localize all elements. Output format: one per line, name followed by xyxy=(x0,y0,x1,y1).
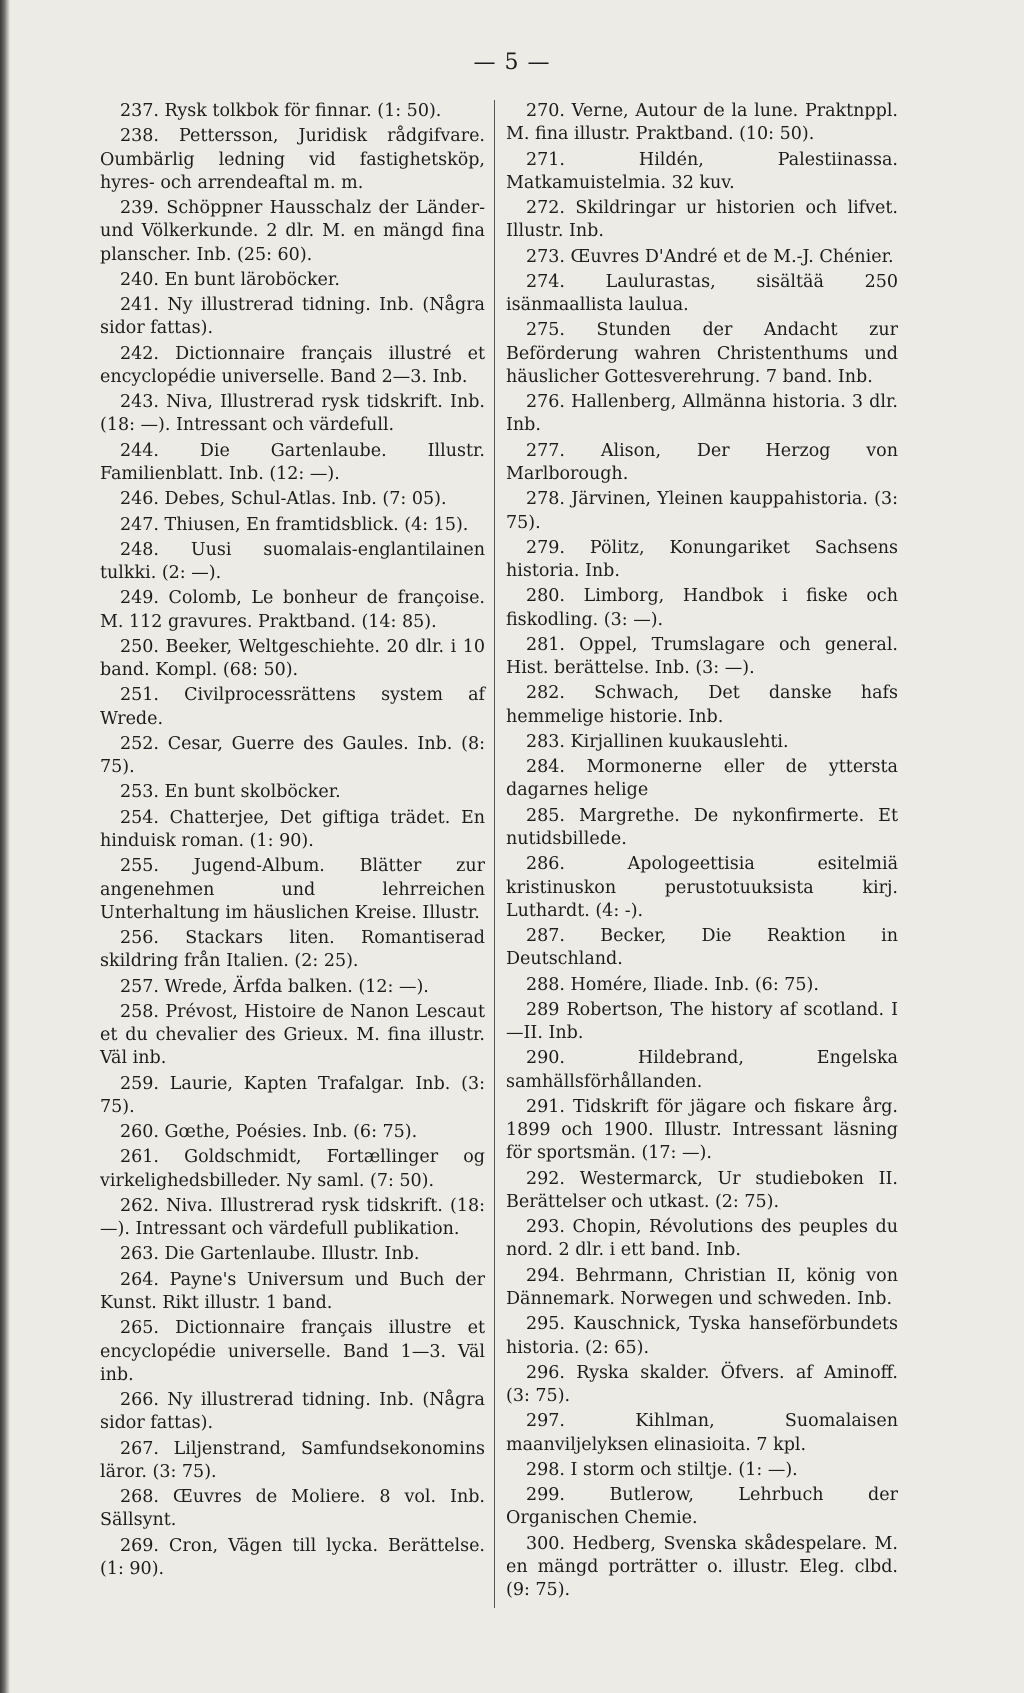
catalog-entry: 294. Behrmann, Christian II, könig von Dännemark. Norwegen und schweden. Inb. xyxy=(506,1265,898,1310)
left-column xyxy=(100,100,485,1583)
catalog-entry: 253. En bunt skolböcker. xyxy=(120,782,341,803)
catalog-entry: 254. Chatterjee, Det giftiga trädet. En hinduisk roman. (1: 90). xyxy=(100,807,485,851)
catalog-entry: 274. Laulurastas, sisältää 250 isänmaallista laulua. xyxy=(506,271,898,316)
catalog-entry: 252. Cesar, Guerre des Gaules. Inb. (8: 75). xyxy=(100,733,485,778)
catalog-entry: 280. Limborg, Handbok i fiske och fiskodling. (3: —). xyxy=(506,586,898,630)
catalog-entry: 290. Hildebrand, Engelska samhällsförhållanden. xyxy=(506,1048,898,1092)
catalog-entry: 289 Robertson, The history af scotland. I—II. Inb. xyxy=(506,999,898,1044)
catalog-entry: 258. Prévost, Histoire de Nanon Lescaut et du chevalier des Grieux. M. fina illustr. Väl inb. xyxy=(100,1001,485,1069)
catalog-entry: 293. Chopin, Révolutions des peuples du nord. 2 dlr. i ett band. Inb. xyxy=(506,1217,898,1261)
catalog-entry: 249. Colomb, Le bonheur de françoise. M. 112 gravures. Praktband. (14: 85). xyxy=(100,588,485,632)
catalog-entry: 287. Becker, Die Reaktion in Deutschland. xyxy=(506,926,898,970)
catalog-entry: 275. Stunden der Andacht zur Beförderung wahren Christenthums und häuslicher Gottesverehrung. 7 band. Inb. xyxy=(506,320,898,387)
catalog-entry: 257. Wrede, Ärfda balken. (12: —). xyxy=(120,976,429,997)
catalog-entry: 270. Verne, Autour de la lune. Praktnppl. M. fina illustr. Praktband. (10: 50). xyxy=(506,101,898,145)
right-column xyxy=(506,100,898,1604)
catalog-entry: 288. Homére, Iliade. Inb. (6: 75). xyxy=(526,974,819,995)
catalog-entry: 295. Kauschnick, Tyska hanseförbundets historia. (2: 65). xyxy=(506,1314,898,1358)
catalog-entry: 276. Hallenberg, Allmänna historia. 3 dlr. Inb. xyxy=(506,392,898,436)
catalog-entry: 261. Goldschmidt, Fortællinger og virkelighedsbilleder. Ny saml. (7: 50). xyxy=(100,1147,485,1191)
catalog-entry: 259. Laurie, Kapten Trafalgar. Inb. (3: 75). xyxy=(100,1073,485,1117)
catalog-entry: 273. Œuvres D'André et de M.-J. Chénier. xyxy=(526,246,894,267)
catalog-entry: 268. Œuvres de Moliere. 8 vol. Inb. Sällsynt. xyxy=(100,1487,485,1531)
catalog-entry: 266. Ny illustrerad tidning. Inb. (Några sidor fattas). xyxy=(100,1390,485,1434)
catalog-entry: 269. Cron, Vägen till lycka. Berättelse. (1: 90). xyxy=(100,1535,485,1579)
catalog-entry: 281. Oppel, Trumslagare och general. Hist. berättelse. Inb. (3: —). xyxy=(506,634,898,679)
catalog-entry: 291. Tidskrift för jägare och fiskare årg. 1899 och 1900. Illustr. Intressant läsning för sportsmän. (17: —). xyxy=(506,1096,898,1164)
catalog-entry: 250. Beeker, Weltgeschiehte. 20 dlr. i 10 band. Kompl. (68: 50). xyxy=(100,636,485,681)
catalog-entry: 251. Civilprocessrättens system af Wrede. xyxy=(100,685,485,729)
catalog-entry: 260. Gœthe, Poésies. Inb. (6: 75). xyxy=(120,1122,418,1143)
catalog-entry: 271. Hildén, Palestiinassa. Matkamuistelmia. 32 kuv. xyxy=(506,149,898,193)
page-number: — 5 — xyxy=(473,50,551,75)
catalog-entry: 237. Rysk tolkbok för finnar. (1: 50). xyxy=(120,101,442,121)
catalog-entry: 240. En bunt läroböcker. xyxy=(120,269,340,290)
catalog-entry: 265. Dictionnaire français illustre et encyclopédie universelle. Band 1—3. Väl inb. xyxy=(100,1318,485,1385)
catalog-entry: 272. Skildringar ur historien och lifvet. Illustr. Inb. xyxy=(506,198,898,242)
catalog-entry: 239. Schöppner Hausschalz der Länder- und Völkerkunde. 2 dlr. M. en mängd fina planscher. Inb. (25: 60). xyxy=(100,198,485,265)
catalog-entry: 298. I storm och stiltje. (1: —). xyxy=(526,1459,798,1480)
catalog-entry: 296. Ryska skalder. Öfvers. af Aminoff. (3: 75). xyxy=(506,1362,898,1407)
catalog-entry: 285. Margrethe. De nykonfirmerte. Et nutidsbillede. xyxy=(506,805,898,849)
catalog-entry: 256. Stackars liten. Romantiserad skildring från Italien. (2: 25). xyxy=(100,928,485,972)
catalog-entry: 238. Pettersson, Juridisk rådgifvare. Oumbärlig ledning vid fastighetsköp, hyres- och arrendeaftal m. m. xyxy=(100,126,485,193)
catalog-entry: 263. Die Gartenlaube. Illustr. Inb. xyxy=(120,1244,420,1265)
catalog-entry: 242. Dictionnaire français illustré et encyclopédie universelle. Band 2—3. Inb. xyxy=(100,343,485,387)
catalog-entry: 297. Kihlman, Suomalaisen maanviljelyksen elinasioita. 7 kpl. xyxy=(506,1411,898,1455)
catalog-entry: 292. Westermarck, Ur studieboken II. Berättelser och utkast. (2: 75). xyxy=(506,1168,898,1212)
catalog-entry: 241. Ny illustrerad tidning. Inb. (Några sidor fattas). xyxy=(100,295,485,339)
catalog-entry: 244. Die Gartenlaube. Illustr. Familienblatt. Inb. (12: —). xyxy=(100,440,485,484)
catalog-entry: 246. Debes, Schul-Atlas. Inb. (7: 05). xyxy=(120,489,447,510)
column-divider xyxy=(494,100,495,1608)
catalog-entry: 299. Butlerow, Lehrbuch der Organischen Chemie. xyxy=(506,1485,898,1529)
catalog-entry: 277. Alison, Der Herzog von Marlborough. xyxy=(506,440,898,484)
catalog-entry: 262. Niva. Illustrerad rysk tidskrift. (18: —). Intressant och värdefull publikation. xyxy=(100,1195,485,1240)
catalog-entry: 283. Kirjallinen kuukauslehti. xyxy=(526,731,789,752)
catalog-entry: 264. Payne's Universum und Buch der Kunst. Rikt illustr. 1 band. xyxy=(100,1269,485,1314)
catalog-entry: 247. Thiusen, En framtidsblick. (4: 15). xyxy=(120,514,469,535)
catalog-entry: 255. Jugend-Album. Blätter zur angenehmen und lehrreichen Unterhaltung im häuslichen Kreise. Illustr. xyxy=(100,856,485,923)
catalog-entry: 286. Apologeettisia esitelmiä kristinuskon perustotuuksista kirj. Luthardt. (4: -). xyxy=(506,854,898,921)
catalog-entry: 282. Schwach, Det danske hafs hemmelige historie. Inb. xyxy=(506,683,898,727)
catalog-entry: 284. Mormonerne eller de yttersta dagarnes helige xyxy=(506,757,898,801)
catalog-entry: 279. Pölitz, Konungariket Sachsens historia. Inb. xyxy=(506,537,898,582)
catalog-entry: 278. Järvinen, Yleinen kauppahistoria. (3: 75). xyxy=(506,489,898,533)
page-binding-edge xyxy=(0,0,10,1693)
catalog-entry: 267. Liljenstrand, Samfundsekonomins läror. (3: 75). xyxy=(100,1438,485,1482)
catalog-entry: 300. Hedberg, Svenska skådespelare. M. en mängd porträtter o. illustr. Eleg. clbd. (9: 75). xyxy=(506,1533,898,1601)
catalog-entry: 243. Niva, Illustrerad rysk tidskrift. Inb. (18: —). Intressant och värdefull. xyxy=(100,392,485,436)
catalog-entry: 248. Uusi suomalais-englantilainen tulkki. (2: —). xyxy=(100,539,485,584)
